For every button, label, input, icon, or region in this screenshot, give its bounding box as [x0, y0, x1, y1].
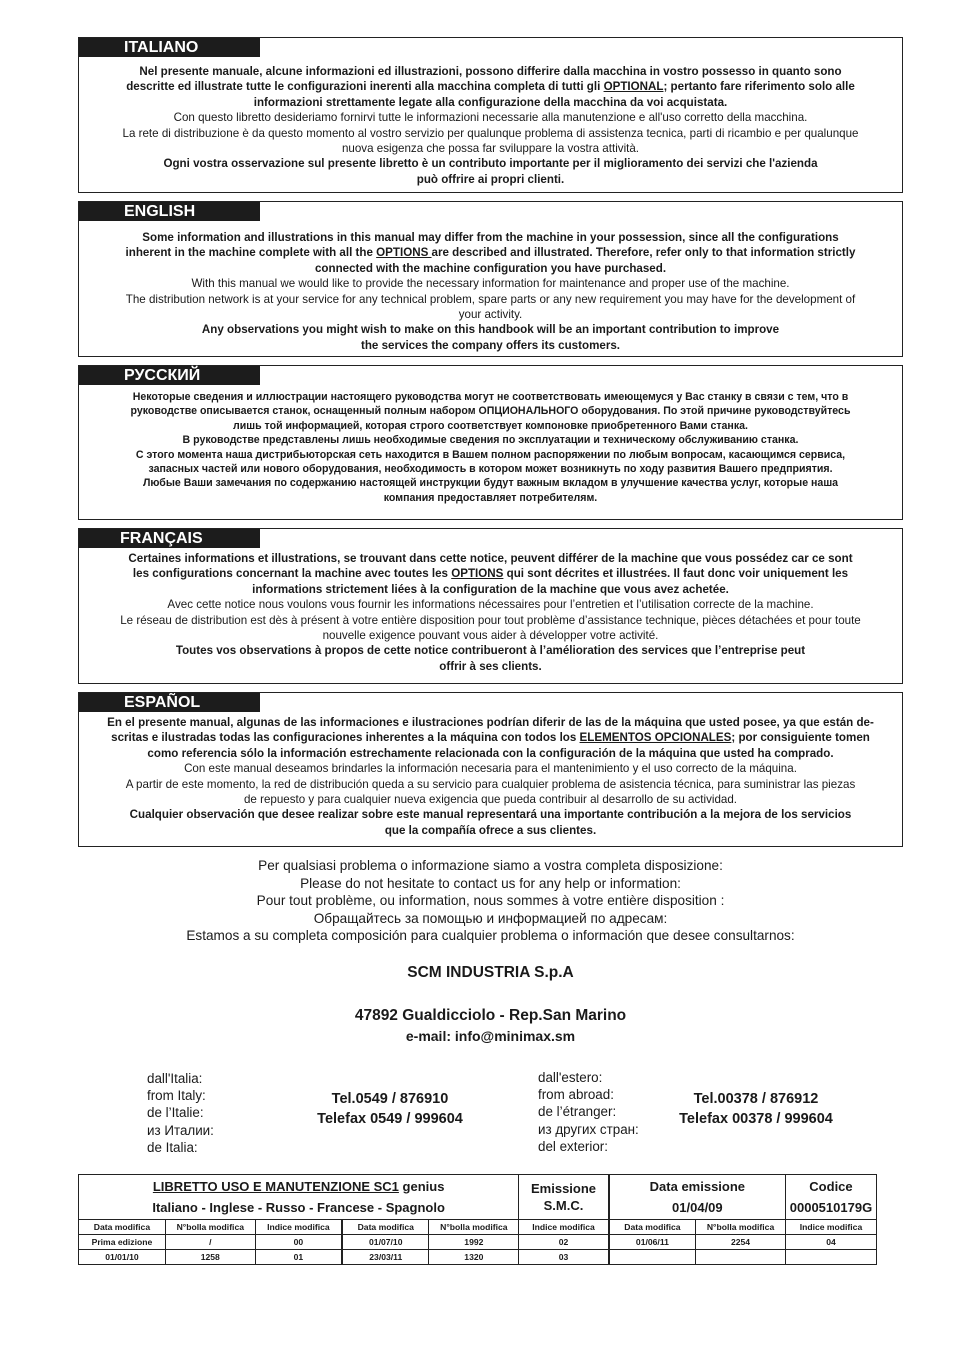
text-line — [81, 643, 900, 658]
rev-header: Indice modifica — [519, 1220, 609, 1235]
abroad-labels — [538, 1069, 639, 1155]
company-address: 47892 Gualdicciolo - Rep.San Marino — [354, 1007, 627, 1024]
manual-title-suffix: genius — [398, 1179, 445, 1194]
text-segment: запасных частей или нового оборудования, необходимость в котором может возникнуть по ходу развития Вашего предприятия. — [148, 463, 833, 476]
contact-line: Pour tout problème, ou information, nous sommes à votre entière disposition : — [256, 893, 725, 909]
text-segment: A partir de este momento, la red de distribución queda a su servicio para cualquier problema de asistencia técnica, para suministrar las piezas — [125, 777, 856, 791]
domestic-labels — [147, 1070, 214, 1156]
text-line — [81, 419, 900, 433]
codice-label: Codice — [809, 1179, 853, 1194]
text-line — [81, 126, 900, 141]
text-line — [81, 110, 900, 125]
text-line — [81, 172, 900, 187]
text-line — [81, 404, 900, 418]
manual-title: LIBRETTO USO E MANUTENZIONE SC1 — [152, 1179, 399, 1194]
text-segment: Некоторые сведения и иллюстрации настоящего руководства могут не соответствовать имеющемуся у Вас станку в связи с тем, что в — [132, 391, 849, 403]
text-line — [81, 613, 900, 628]
rev-cell: 01/07/10 — [342, 1235, 429, 1250]
options-emphasis: ELEMENTOS OPCIONALES — [579, 731, 732, 745]
text-segment: Certaines informations et illustrations, se trouvant dans cette notice, peuvent différer de la machine que vous possédez car ce sont — [128, 552, 853, 565]
text-segment: connected with the machine configuration you have purchased. — [314, 261, 667, 275]
text-segment: nouvelle exigence pouvant vous aider à développer votre activité. — [322, 629, 659, 643]
section-french — [78, 528, 903, 684]
text-segment: nuova esigenza che possa far sviluppare la vostra attività. — [341, 142, 640, 156]
text-segment: Nel presente manuale, alcune informazioni ed illustrazioni, possono differire dalla macchina in vostro possesso in quanto sono — [139, 65, 842, 78]
domestic-label: из Италии: — [147, 1122, 214, 1138]
text-line — [81, 245, 900, 260]
text-segment: Любые Ваши замечания по содержанию настоящей инструкции будут важным вкладом в улучшение качества услуг, которые наша — [142, 477, 839, 490]
contact-info — [78, 857, 903, 945]
rev-cell: 03 — [519, 1250, 609, 1265]
abroad-tel: Tel.00378 / 876912 — [693, 1091, 819, 1107]
text-segment: les configurations concernant la machine avec toutes les — [132, 567, 452, 581]
contact-line: Estamos a su completa composición para cualquier problema o información que desee consultarnos: — [186, 928, 795, 944]
rev-cell: 02 — [519, 1235, 609, 1250]
contact-line: Обращайтесь за помощью и информацией по адресам: — [313, 910, 668, 926]
domestic-label: from Italy: — [147, 1088, 206, 1104]
text-segment: como referencia sólo la información estrechamente relacionada con la configuración de la máquina que usted ha comprado. — [147, 746, 834, 760]
section-title: ESPAÑOL — [79, 693, 260, 712]
domestic-fax: Telefax 0549 / 999604 — [317, 1111, 463, 1127]
text-line — [81, 823, 900, 838]
text-line — [81, 390, 900, 404]
data-emissione-cell — [609, 1175, 786, 1220]
options-emphasis: OPTIONAL — [603, 80, 664, 94]
text-segment: scritas e ilustradas todas las configuraciones inherentes a la máquina con todos los — [111, 731, 580, 745]
codice-value: 0000510179G — [789, 1200, 873, 1215]
text-line — [81, 597, 900, 612]
text-line — [81, 628, 900, 643]
section-title: ITALIANO — [79, 38, 260, 57]
domestic-label: dall'Italia: — [147, 1071, 203, 1086]
company-name: SCM INDUSTRIA S.p.A — [407, 964, 574, 981]
section-text — [81, 230, 900, 353]
text-line — [81, 448, 900, 462]
text-segment: Toutes vos observations à propos de cette notice contribueront à l’amélioration des services que l’entreprise peut — [175, 644, 806, 658]
table-row — [79, 1235, 877, 1250]
text-segment: your activity. — [458, 308, 523, 322]
section-italiano — [78, 37, 903, 193]
text-line — [81, 261, 900, 276]
text-line — [81, 307, 900, 322]
text-line — [81, 141, 900, 156]
text-segment: Con este manual deseamos brindarles la información necesaria para el mantenimiento y el uso correcto de la máquina. — [184, 762, 797, 776]
text-line — [81, 95, 900, 110]
text-segment: informazioni strettamente legate alla configurazione della macchina da voi acquistata. — [253, 95, 728, 109]
text-segment: are described and illustrated. Therefore, refer only to that information strictly — [431, 246, 856, 260]
text-segment: руководстве описывается станок, оснащенный полным набором ОПЦИОНАЛЬНОГО оборудования. По этой причине руководствуйтесь — [130, 405, 851, 418]
text-line — [81, 746, 900, 761]
text-line — [81, 156, 900, 171]
abroad-label: de l’étranger: — [538, 1104, 617, 1120]
emissione-value: S.M.C. — [543, 1198, 584, 1213]
rev-cell: 23/03/11 — [342, 1250, 429, 1265]
text-line — [81, 566, 900, 581]
domestic-label: de Italia: — [147, 1139, 198, 1155]
abroad-label: из других стран: — [538, 1121, 639, 1137]
rev-cell: 01 — [255, 1250, 342, 1265]
rev-header: N°bolla modifica — [429, 1220, 519, 1235]
contact-line: Please do not hesitate to contact us for any help or information: — [300, 875, 681, 891]
rev-cell: 1258 — [165, 1250, 255, 1265]
text-line — [81, 659, 900, 674]
section-text — [81, 551, 900, 674]
text-line — [81, 582, 900, 597]
data-emissione-value: 01/04/09 — [672, 1200, 723, 1215]
rev-header: Data modifica — [609, 1220, 696, 1235]
table-row — [79, 1250, 877, 1265]
text-segment: Le réseau de distribution est dès à présent à votre entière disposition pour tout problème d’assistance technique, pièces détachées et pour toute — [120, 613, 861, 627]
rev-header: Indice modifica — [785, 1220, 876, 1235]
section-text — [81, 390, 900, 505]
text-line — [81, 761, 900, 776]
text-segment: Avec cette notice nous voulons vous fournir les informations nécessaires pour l’entretien et l’utilisation correcte de la machine. — [167, 598, 814, 612]
abroad-label: del exterior: — [538, 1138, 608, 1154]
text-line — [81, 792, 900, 807]
text-segment: informations strictement liées à la configuration de la machine que vous avez achetée. — [252, 582, 729, 596]
revision-table — [78, 1174, 877, 1265]
text-segment: Ogni vostra osservazione sul presente libretto è un contributo importante per il miglioramento dei servizi che l'azienda — [163, 157, 818, 171]
text-segment: descritte ed illustrate tutte le configurazioni inerenti alla macchina completa di tutti gli — [126, 80, 604, 94]
section-english — [78, 201, 903, 357]
section-spanish — [78, 692, 903, 847]
text-line — [81, 807, 900, 822]
text-segment: лишь той информацией, которая строго соответствует компоновке приобретенного Вами станка. — [233, 419, 748, 432]
text-line — [81, 491, 900, 505]
abroad-fax: Telefax 00378 / 999604 — [679, 1111, 833, 1127]
data-emissione-label: Data emissione — [649, 1179, 746, 1194]
abroad-label: dall'estero: — [538, 1070, 603, 1085]
text-line — [81, 322, 900, 337]
text-segment: компания предоставляет потребителям. — [383, 491, 598, 504]
text-line — [81, 476, 900, 490]
text-line — [81, 462, 900, 476]
section-russian — [78, 365, 903, 520]
text-segment: Some information and illustrations in this manual may differ from the machine in your possession, since all the configurations — [142, 231, 839, 244]
text-segment: de repuesto y para cualquier nueva exigencia que pueda contribuir al desarrollo de su actividad. — [243, 793, 738, 807]
section-text — [81, 715, 900, 838]
text-segment: que la compañía ofrece a sus clientes. — [384, 823, 597, 837]
text-segment: offrir à ses clients. — [439, 659, 542, 673]
domestic-label: de l’Italie: — [147, 1105, 204, 1121]
emissione-cell — [519, 1175, 609, 1220]
section-title: РУССКИЙ — [79, 366, 260, 385]
rev-header: N°bolla modifica — [165, 1220, 255, 1235]
text-segment: ; pertanto fare riferimento solo alle — [663, 80, 855, 94]
revision-header-row — [79, 1220, 877, 1235]
text-line — [81, 79, 900, 94]
rev-cell: 00 — [255, 1235, 342, 1250]
rev-cell: 04 — [785, 1235, 876, 1250]
abroad-phones — [656, 1089, 856, 1129]
text-segment: Cualquier observación que desee realizar sobre este manual representará una importante contribución a la mejora de los servicios — [129, 808, 852, 822]
rev-cell — [696, 1250, 786, 1265]
company-email: e-mail: info@minimax.sm — [405, 1028, 576, 1044]
text-line — [81, 230, 900, 245]
text-segment: With this manual we would like to provide the necessary information for maintenance and proper use of the machine. — [191, 277, 790, 291]
rev-cell: / — [165, 1235, 255, 1250]
codice-cell — [785, 1175, 876, 1220]
text-segment: En el presente manual, algunas de las informaciones e ilustraciones podrían diferir de las de la máquina que usted posee, ya que están de- — [107, 716, 874, 729]
text-segment: La rete di distribuzione è da questo momento al vostro servizio per qualunque problema di assistenza tecnica, parti di ricambio e per qualunque — [122, 126, 859, 140]
text-segment: ; por consiguiente tomen — [731, 731, 870, 745]
rev-header: Data modifica — [79, 1220, 166, 1235]
rev-cell: 01/01/10 — [79, 1250, 166, 1265]
text-segment: С этого момента наша дистрибьюторская сеть находится в Вашем полном распоряжении по любым вопросам, касающимся сервиса, — [135, 448, 846, 461]
rev-cell: 1992 — [429, 1235, 519, 1250]
rev-cell: 1320 — [429, 1250, 519, 1265]
rev-header: Indice modifica — [255, 1220, 342, 1235]
manual-title-cell — [79, 1175, 519, 1220]
text-line — [81, 715, 900, 730]
domestic-tel: Tel.0549 / 876910 — [331, 1091, 449, 1107]
text-line — [81, 730, 900, 745]
text-line — [81, 777, 900, 792]
text-segment: В руководстве представлены лишь необходимые сведения по эксплуатации и техническому обслуживанию станка. — [182, 434, 799, 447]
text-segment: The distribution network is at your service for any technical problem, spare parts or any new requirement you may have for the development of — [125, 292, 856, 306]
text-line — [81, 551, 900, 566]
options-emphasis: OPTIONS — [376, 246, 432, 260]
text-line — [81, 292, 900, 307]
rev-cell: Prima edizione — [79, 1235, 166, 1250]
text-line — [81, 338, 900, 353]
text-segment: inherent in the machine complete with all the — [125, 246, 377, 260]
rev-cell: 01/06/11 — [609, 1235, 696, 1250]
text-line — [81, 433, 900, 447]
text-line — [81, 276, 900, 291]
abroad-label: from abroad: — [538, 1087, 614, 1103]
rev-header: N°bolla modifica — [696, 1220, 786, 1235]
rev-cell: 2254 — [696, 1235, 786, 1250]
text-segment: può offrire ai propri clienti. — [416, 172, 565, 186]
emissione-label: Emissione — [531, 1181, 597, 1196]
rev-cell — [609, 1250, 696, 1265]
text-segment: qui sont décrites et illustrées. Il faut donc voir uniquement les — [503, 567, 849, 581]
domestic-phones — [280, 1089, 500, 1129]
text-segment: Any observations you might wish to make on this handbook will be an important contribution to improve — [201, 323, 780, 337]
section-title: FRANÇAIS — [79, 529, 260, 548]
section-text — [81, 64, 900, 187]
rev-cell — [785, 1250, 876, 1265]
section-title: ENGLISH — [79, 202, 260, 221]
text-line — [81, 64, 900, 79]
text-segment: the services the company offers its customers. — [360, 338, 621, 352]
manual-languages: Italiano - Inglese - Russo - Francese - Spagnolo — [152, 1200, 445, 1215]
contact-line: Per qualsiasi problema o informazione siamo a vostra completa disposizione: — [258, 858, 723, 873]
options-emphasis: OPTIONS — [451, 567, 504, 581]
rev-header: Data modifica — [342, 1220, 429, 1235]
text-segment: Con questo libretto desideriamo fornirvi tutte le informazioni necessarie alla manutenzione e all'uso corretto della macchina. — [173, 111, 808, 125]
